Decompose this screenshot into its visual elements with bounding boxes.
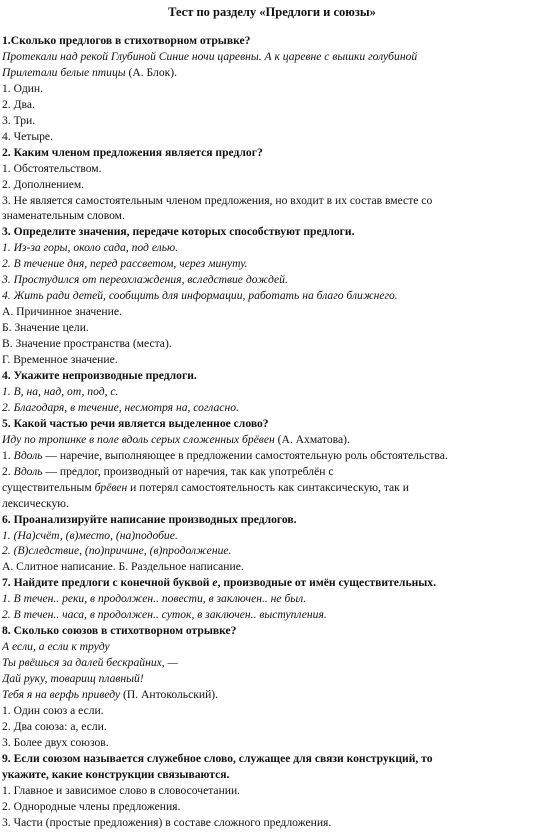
text-span: Прилетали белые птицы [2,65,126,79]
text-line: А если, а если к труду [2,640,110,654]
text-line [2,465,540,479]
text-line: А. Слитное написание. Б. Раздельное написание. [2,560,244,574]
text-span: (А. Блок). [125,65,178,79]
text-line: знаменательным словом. [2,209,125,223]
text-line: 2. Два. [2,97,35,111]
text-line: 3. Три. [2,113,36,127]
text-line: 1. В, на, над, от, под, с. [2,384,119,398]
text-line [2,433,540,447]
text-line [2,481,540,495]
text-line: 2. Два союза: а, если. [2,719,107,733]
text-span: Иду по тропинке в поле вдоль серых сложенных брёвен [2,432,275,446]
text-span: — предлог, производный от наречия, так как употреблён с [42,464,334,478]
text-span: е [212,576,218,590]
text-line: Дай руку, товарищ плавный! [2,672,144,685]
question-heading: 6. Проанализируйте написание производных предлогов. [2,512,297,526]
text-line: 1. Один союз а если. [2,703,104,717]
text-line: А. Причинное значение. [2,305,122,319]
text-span: 7. Найдите предлоги с конечной буквой [2,576,213,590]
text-line: 3. Более двух союзов. [2,735,109,749]
question-heading: 8. Сколько союзов в стихотворном отрывке? [2,624,237,638]
text-line: Ты рвёшься за далей бескрайних, — [2,656,178,669]
text-line: В. Значение пространства (места). [2,337,172,351]
text-span: (П. Антокольский). [120,687,219,701]
text-line: Протекали над рекой Глубиной Синие ночи царевны. А к царевне с вышки голубиной [2,50,418,63]
text-span: 1. [2,448,14,462]
document-title: Тест по разделу «Предлоги и союзы» [168,5,376,19]
text-line [2,576,540,590]
text-line: 3. Части (простые предложения) в составе сложного предложения. [2,815,332,829]
text-span: Тебя я на верфь приведу [2,687,121,701]
text-line: 1. (На)счёт, (в)место, (на)подобие. [2,528,178,542]
text-line: 1. Обстоятельством. [2,161,102,175]
text-line: Б. Значение цели. [2,321,89,335]
text-line: 2. Дополнением. [2,177,85,191]
text-line: 2. Однородные члены предложения. [2,799,181,813]
question-heading: 1.Сколько предлогов в стихотворном отрывке? [2,34,251,47]
text-span: брёвен [94,480,128,494]
text-line: лексическую. [2,496,69,510]
text-line: 4. Четыре. [2,129,53,143]
text-line: 1. Один. [2,81,44,95]
text-line: 1. В течен.. реки, в продолжен.. повести, в заключен.. не был. [2,592,307,606]
text-line: 2. (В)следствие, (по)причине, (в)продолжение. [2,544,232,558]
text-span: и потерял самостоятельность как синтаксическую, так и [127,480,409,494]
question-heading: 5. Какой частью речи является выделенное слово? [2,416,269,430]
text-span: — наречие, выполняющее в предложении самостоятельную роль обстоятельства. [42,448,448,462]
text-line: 1. Из-за горы, около сада, под елью. [2,241,179,255]
text-span: , производные от имён существительных. [217,576,436,590]
text-span: Вдоль [13,448,43,462]
text-line: 2. Благодаря, в течение, несмотря на, согласно. [2,400,239,414]
question-heading: 9. Если союзом называется служебное слово, служащее для связи конструкций, то [2,751,433,765]
text-line: 1. Главное и зависимое слово в словосочетании. [2,783,241,797]
text-line: 2. В течен.. часа, в продолжен.. суток, в заключен.. выступления. [2,608,327,622]
text-line [2,66,540,80]
text-span: Вдоль [13,464,43,478]
question-heading: 2. Каким членом предложения является предлог? [2,145,263,159]
text-span: существительным [2,480,95,494]
text-line: 3. Простудился от переохлаждения, вследствие дождей. [2,273,288,287]
text-span: 2. [2,464,14,478]
text-line [2,449,540,463]
text-line: 4. Жить ради детей, сообщить для информации, работать на благо ближнего. [2,289,398,303]
text-line: 3. Не является самостоятельным членом предложения, но входит в их состав вместе со [2,193,433,207]
text-span: (А. Ахматова). [274,432,350,446]
text-line: 2. В течение дня, перед рассветом, через минуту. [2,257,248,271]
question-heading: 3. Определите значения, передаче которых способствуют предлоги. [2,225,355,239]
text-line: Г. Временное значение. [2,353,118,366]
question-heading: укажите, какие конструкции связываются. [2,767,230,781]
text-line [2,688,540,702]
question-heading: 4. Укажите непроизводные предлоги. [2,368,197,382]
